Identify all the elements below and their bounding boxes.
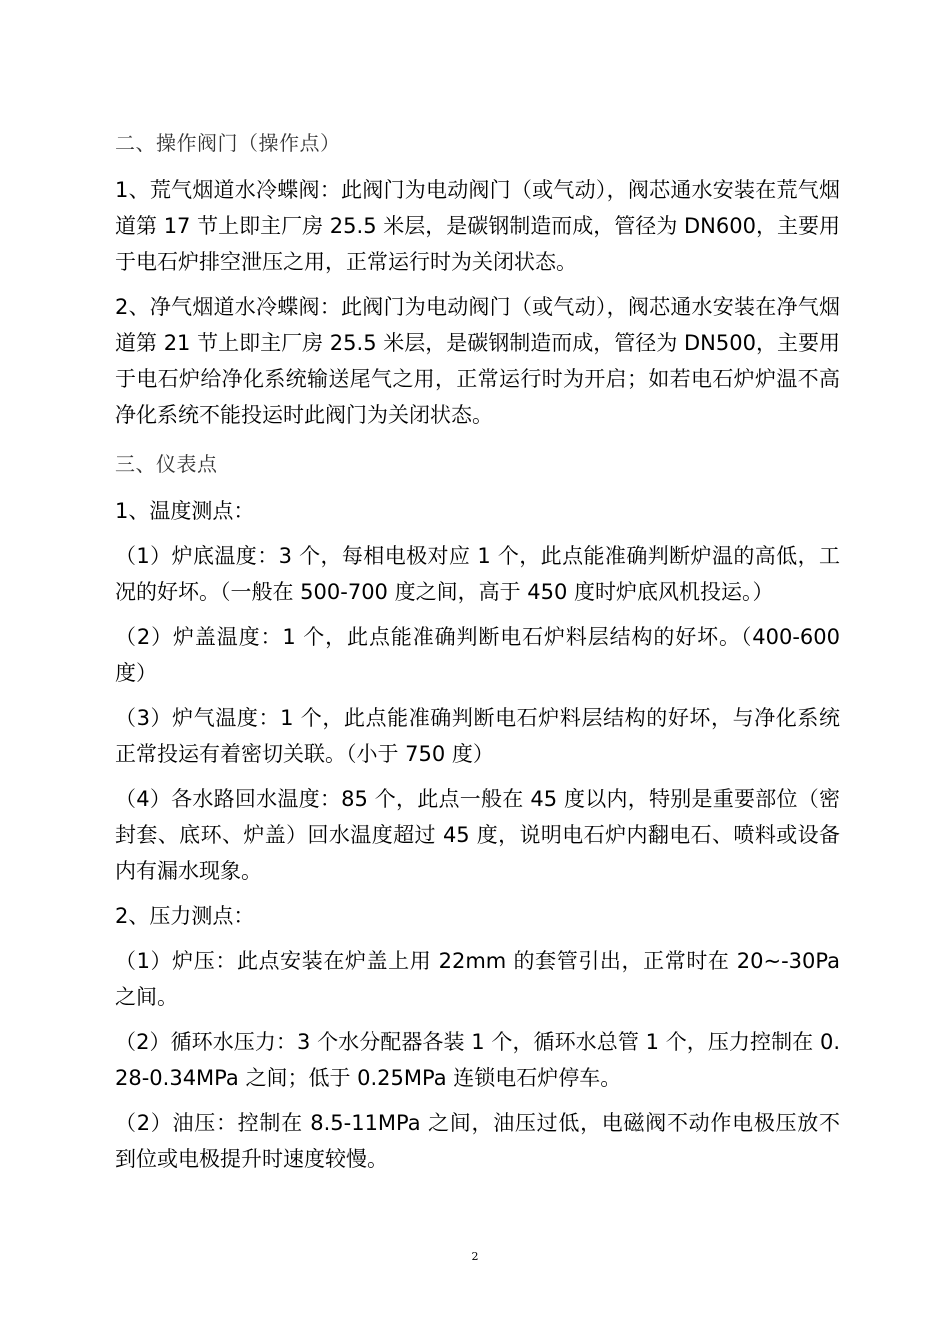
paragraph-water-pressure: （2）循环水压力：3 个水分配器各装 1 个，循环水总管 1 个，压力控制在 0.28-0.34MPa 之间；低于 0.25MPa 连锁电石炉停车。 [115,1030,840,1090]
paragraph-furnace-bottom-temp: （1）炉底温度：3 个，每相电极对应 1 个，此点能准确判断炉温的高低，工况的好坏。（一般在 500-700 度之间，高于 450 度时炉底风机投运。） [115,544,840,604]
paragraph-furnace-cover-temp: （2）炉盖温度：1 个，此点能准确判断电石炉料层结构的好坏。（400-600 度） [115,625,840,685]
paragraph-oil-pressure: （2）油压：控制在 8.5-11MPa 之间，油压过低，电磁阀不动作电极压放不到位或电极提升时速度较慢。 [115,1111,840,1171]
paragraph-clean-gas-valve: 2、净气烟道水冷蝶阀：此阀门为电动阀门（或气动），阀芯通水安装在净气烟道第 21 节上即主厂房 25.5 米层，是碳钢制造而成，管径为 DN500，主要用于电石炉给净化系统输送尾气之用，正常运行时为开启；如若电石炉炉温不高净化系统不能投运时此阀门为关闭状态。 [115,295,840,427]
paragraph-raw-gas-valve: 1、荒气烟道水冷蝶阀：此阀门为电动阀门（或气动），阀芯通水安装在荒气烟道第 17 节上即主厂房 25.5 米层，是碳钢制造而成，管径为 DN600，主要用于电石炉排空泄压之用，正常运行时为关闭状态。 [115,178,840,274]
document-body [115,126,840,1186]
page-number: 2 [471,1250,479,1263]
section-heading-valves: 二、操作阀门（操作点） [115,131,341,155]
paragraph-furnace-gas-temp: （3）炉气温度：1 个，此点能准确判断电石炉料层结构的好坏，与净化系统正常投运有着密切关联。（小于 750 度） [115,706,840,766]
paragraph-furnace-pressure: （1）炉压：此点安装在炉盖上用 22mm 的套管引出，正常时在 20~-30Pa 之间。 [115,949,840,1009]
section-heading-instruments: 三、仪表点 [115,452,218,476]
paragraph-pressure-title: 2、压力测点： [115,904,255,928]
paragraph-return-water-temp: （4）各水路回水温度：85 个，此点一般在 45 度以内，特别是重要部位（密封套、底环、炉盖）回水温度超过 45 度，说明电石炉内翻电石、喷料或设备内有漏水现象。 [115,787,840,883]
paragraph-temperature-title: 1、温度测点： [115,499,255,523]
